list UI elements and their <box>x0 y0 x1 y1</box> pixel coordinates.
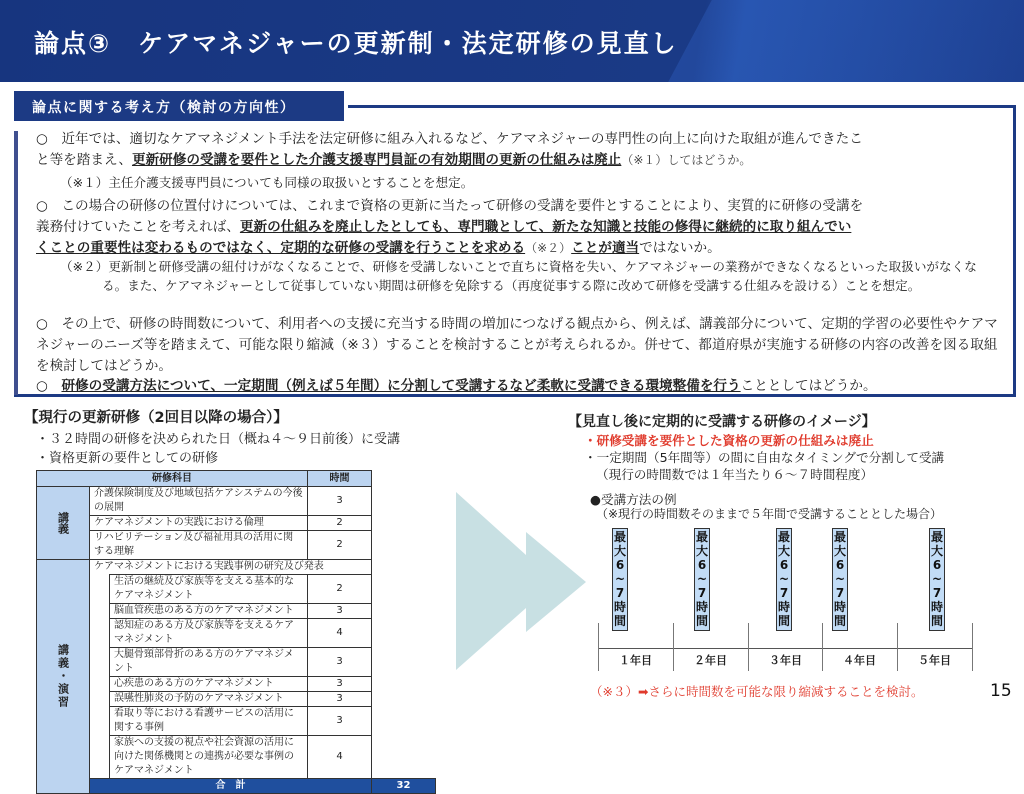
subject-cell: 認知症のある方及び家族等を支えるケアマネジメント <box>110 619 308 648</box>
total-label: 合 計 <box>90 779 372 794</box>
table-row <box>37 531 436 560</box>
hours-cell: 4 <box>308 736 372 779</box>
p2-note-ref: （※２） <box>525 241 572 255</box>
table-row <box>37 560 436 575</box>
subject-cell: 脳血管疾患のある方のケアマネジメント <box>110 604 308 619</box>
year-label: ３年目 <box>769 654 802 667</box>
page-title: 論点③ ケアマネジャーの更新制・法定研修の見直し <box>34 29 678 58</box>
tick <box>972 623 973 671</box>
revised-bullet-2-sub: （現行の時間数では１年当たり６～７時間程度） <box>596 467 874 482</box>
practice-group-cell: ケアマネジメントにおける実践事例の研究及び発表 <box>90 560 372 575</box>
category-practice: 講義・演習 <box>37 560 90 794</box>
hours-bar-year2: 最大6~7時間 <box>694 528 710 631</box>
table-header <box>37 471 436 487</box>
p1-text: と等を踏まえ、 <box>36 152 132 168</box>
year-label: ５年目 <box>918 654 951 667</box>
year-label: ４年目 <box>843 654 876 667</box>
hours-cell: 2 <box>308 575 372 604</box>
indent-spacer <box>90 575 110 779</box>
hours-cell: 2 <box>308 516 372 531</box>
paragraph-2 <box>36 196 1014 259</box>
subject-cell: 心疾患のある方のケアマネジメント <box>110 677 308 692</box>
current-training-title: 【現行の更新研修（2回目以降の場合）】 <box>24 410 288 426</box>
total-hours: 32 <box>372 779 436 794</box>
note-2: （※２）更新制と研修受講の紐付けがなくなることで、研修を受講しないことで直ちに資格を失い、ケアマネジャーの業務ができなくなるといった取扱いがなくなる。また、ケアマネジャーとして従事していない期間は研修を免除する（再度従事する際に改めて研修を受講する仕組みを設ける）ことを想定。 <box>60 259 977 293</box>
header-hours: 時間 <box>308 471 372 487</box>
p2-line3 <box>36 238 1014 259</box>
table-row <box>37 487 436 516</box>
subject-cell: ケアマネジメントの実践における倫理 <box>90 516 308 531</box>
hours-cell: 3 <box>308 677 372 692</box>
current-bullet-2: ・資格更新の要件としての研修 <box>36 451 219 466</box>
subject-cell: 看取り等における看護サービスの活用に関する事例 <box>110 707 308 736</box>
example-title: ●受講方法の例 <box>590 492 677 507</box>
timeline <box>598 528 978 668</box>
subject-cell: 誤嚥性肺炎の予防のケアマネジメント <box>110 692 308 707</box>
footnote-3: （※３）➡さらに時間数を可能な限り縮減することを検討。 <box>590 684 924 699</box>
p4-emphasis: 研修の受講方法について、一定期間（例えば５年間）に分割して受講するなど柔軟に受講できる環境整備を行う <box>61 378 741 394</box>
course-table <box>36 470 436 794</box>
p2-emphasis-2: くことの重要性は変わるものではなく、定期的な研修の受講を行うことを求める <box>36 240 526 256</box>
header-banner <box>0 0 1024 82</box>
p2-line1: ○ この場合の研修の位置付けについては、これまで資格の更新に当たって研修の受講を要件とすることにより、実質的に研修の受講を <box>36 198 864 214</box>
year-label: １年目 <box>619 654 652 667</box>
table-row <box>37 516 436 531</box>
subject-cell: 家族への支援の視点や社会資源の活用に向けた関係機関との連携が必要な事例のケアマネジメント <box>110 736 308 779</box>
hours-cell: 3 <box>308 707 372 736</box>
p1-post: （※１）してはどうか。 <box>621 153 752 167</box>
section-tab: 論点に関する考え方（検討の方向性） <box>14 91 344 121</box>
paragraph-4 <box>36 376 1014 397</box>
hours-cell: 4 <box>308 619 372 648</box>
page-number: 15 <box>990 681 1012 701</box>
p1-emphasis: 更新研修の受講を要件とした介護支援専門員証の有効期間の更新の仕組みは廃止 <box>131 152 622 168</box>
timeline-axis <box>598 648 972 649</box>
p2-line2 <box>36 217 1014 238</box>
example-note: （※現行の時間数そのままで５年間で受講することとした場合） <box>596 507 943 521</box>
paragraph-1 <box>36 129 1014 171</box>
p4-bullet: ○ <box>36 378 62 394</box>
paragraph-3: ○ その上で、研修の時間数について、利用者への支援に充当する時間の増加につなげる観点から、例えば、講義部分について、定期的学習の必要性やケアマネジャーのニーズ等を踏まえて、可能な限り縮減（※３）することを検討することが考えられるか。併せて、都道府県が実施する研修の内容の改善を図る取組を検討してはどうか。 <box>36 316 998 374</box>
hours-cell: 2 <box>308 531 372 560</box>
hours-bar-year1: 最大6~7時間 <box>612 528 628 631</box>
hours-cell: 3 <box>308 692 372 707</box>
revised-bullet-red: ・研修受講を要件とした資格の更新の仕組みは廃止 <box>584 433 874 448</box>
left-accent-bar <box>14 131 18 395</box>
header-subject: 研修科目 <box>37 471 308 487</box>
year-label: ２年目 <box>694 654 727 667</box>
hours-bar-year3: 最大6~7時間 <box>776 528 792 631</box>
p2-emphasis-3: ことが適当 <box>571 240 640 256</box>
table-row <box>37 575 436 604</box>
hours-cell: 3 <box>308 604 372 619</box>
hours-cell: 3 <box>308 648 372 677</box>
p2-post: ではないか。 <box>639 240 721 256</box>
p4-post: こととしてはどうか。 <box>740 378 877 394</box>
category-lecture: 講義 <box>37 487 90 560</box>
subject-cell: 介護保険制度及び地域包括ケアシステムの今後の展開 <box>90 487 308 516</box>
p2-text: 義務付けていたことを考えれば、 <box>36 219 240 235</box>
subject-cell: リハビリテーション及び福祉用具の活用に関する理解 <box>90 531 308 560</box>
hours-bar-year5: 最大6~7時間 <box>929 528 945 631</box>
total-row <box>37 779 436 794</box>
current-bullet-1: ・３２時間の研修を決められた日（概ね４～９日前後）に受講 <box>36 432 401 447</box>
revised-bullet-2: ・一定期間（5年間等）の間に自由なタイミングで分割して受講 <box>584 450 945 465</box>
hours-cell: 3 <box>308 487 372 516</box>
subject-cell: 生活の継続及び家族等を支える基本的なケアマネジメント <box>110 575 308 604</box>
hours-bar-year4: 最大6~7時間 <box>832 528 848 631</box>
note-1: （※１）主任介護支援専門員についても同様の取扱いとすることを想定。 <box>60 175 474 190</box>
subject-cell: 大腿骨頸部骨折のある方のケアマネジメント <box>110 648 308 677</box>
p1-line2 <box>36 150 1014 171</box>
revised-training-title: 【見直し後に定期的に受講する研修のイメージ】 <box>568 414 876 430</box>
p1-line1: ○ 近年では、適切なケアマネジメント手法を法定研修に組み入れるなど、ケアマネジャーの専門性の向上に向けた取組が進んできたこ <box>36 131 863 147</box>
p2-emphasis: 更新の仕組みを廃止したとしても、専門職として、新たな知識と技能の修得に継続的に取り組んでい <box>239 219 852 235</box>
arrow-right-icon <box>448 480 588 670</box>
